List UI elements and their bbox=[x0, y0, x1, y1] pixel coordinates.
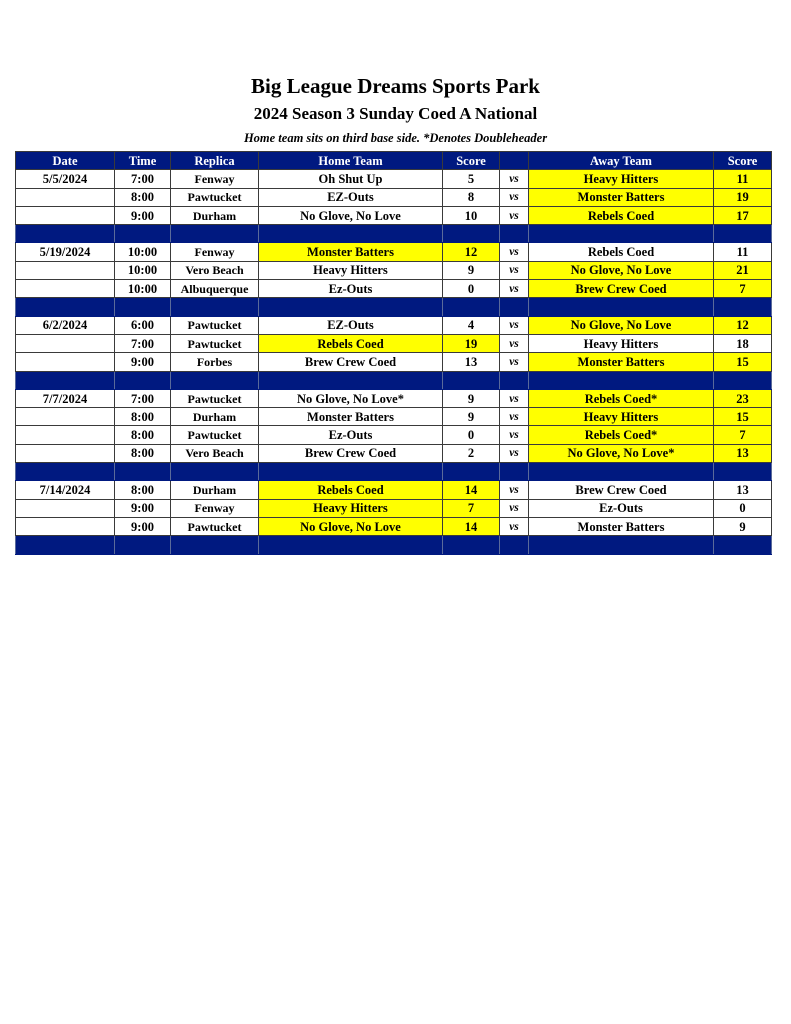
table-row bbox=[16, 389, 772, 407]
away-team-cell: Ez-Outs bbox=[529, 499, 714, 517]
time-cell: 10:00 bbox=[115, 261, 171, 279]
schedule-note: Home team sits on third base side. *Denotes Doubleheader bbox=[243, 131, 548, 145]
separator-cell bbox=[16, 298, 115, 316]
col-header-date: Date bbox=[16, 152, 115, 170]
time-cell: 9:00 bbox=[115, 206, 171, 224]
separator-cell bbox=[500, 298, 529, 316]
away-team-cell: No Glove, No Love bbox=[529, 316, 714, 334]
away-score-cell: 9 bbox=[714, 517, 772, 535]
time-cell: 8:00 bbox=[115, 408, 171, 426]
separator-cell bbox=[16, 463, 115, 481]
home-score-cell: 8 bbox=[443, 188, 500, 206]
replica-cell: Pawtucket bbox=[171, 426, 259, 444]
home-score-cell: 9 bbox=[443, 261, 500, 279]
schedule-table bbox=[15, 151, 772, 555]
home-team-cell: EZ-Outs bbox=[259, 188, 443, 206]
separator-cell bbox=[171, 298, 259, 316]
table-row bbox=[16, 426, 772, 444]
separator-row bbox=[16, 536, 772, 554]
separator-cell bbox=[115, 371, 171, 389]
replica-cell: Durham bbox=[171, 481, 259, 499]
away-score-cell: 11 bbox=[714, 243, 772, 261]
date-cell: 5/19/2024 bbox=[16, 243, 115, 261]
home-score-cell: 12 bbox=[443, 243, 500, 261]
home-team-cell: Oh Shut Up bbox=[259, 170, 443, 188]
vs-cell: vs bbox=[500, 188, 529, 206]
away-score-cell: 13 bbox=[714, 444, 772, 462]
away-score-cell: 23 bbox=[714, 389, 772, 407]
replica-cell: Albuquerque bbox=[171, 280, 259, 298]
page-subtitle: 2024 Season 3 Sunday Coed A National bbox=[253, 104, 538, 123]
away-score-cell: 15 bbox=[714, 353, 772, 371]
home-team-cell: EZ-Outs bbox=[259, 316, 443, 334]
vs-cell: vs bbox=[500, 353, 529, 371]
home-team-cell: No Glove, No Love bbox=[259, 206, 443, 224]
separator-cell bbox=[714, 298, 772, 316]
col-header-time: Time bbox=[115, 152, 171, 170]
replica-cell: Durham bbox=[171, 206, 259, 224]
table-row bbox=[16, 206, 772, 224]
home-score-cell: 7 bbox=[443, 499, 500, 517]
home-team-cell: No Glove, No Love* bbox=[259, 389, 443, 407]
page-title: Big League Dreams Sports Park bbox=[251, 74, 540, 98]
table-row bbox=[16, 280, 772, 298]
col-header-vs bbox=[500, 152, 529, 170]
table-row bbox=[16, 188, 772, 206]
home-team-cell: Monster Batters bbox=[259, 408, 443, 426]
vs-cell: vs bbox=[500, 280, 529, 298]
separator-cell bbox=[115, 298, 171, 316]
separator-cell bbox=[16, 536, 115, 554]
separator-cell bbox=[443, 371, 500, 389]
table-row bbox=[16, 517, 772, 535]
separator-cell bbox=[259, 298, 443, 316]
time-cell: 8:00 bbox=[115, 481, 171, 499]
separator-cell bbox=[115, 225, 171, 243]
away-team-cell: Monster Batters bbox=[529, 353, 714, 371]
separator-row bbox=[16, 225, 772, 243]
replica-cell: Pawtucket bbox=[171, 316, 259, 334]
col-header-home-team: Home Team bbox=[259, 152, 443, 170]
date-cell bbox=[16, 408, 115, 426]
separator-cell bbox=[259, 536, 443, 554]
date-cell bbox=[16, 517, 115, 535]
home-score-cell: 4 bbox=[443, 316, 500, 334]
separator-cell bbox=[259, 463, 443, 481]
home-score-cell: 19 bbox=[443, 334, 500, 352]
replica-cell: Fenway bbox=[171, 243, 259, 261]
date-cell: 6/2/2024 bbox=[16, 316, 115, 334]
replica-cell: Pawtucket bbox=[171, 517, 259, 535]
away-team-cell: Heavy Hitters bbox=[529, 170, 714, 188]
separator-cell bbox=[259, 225, 443, 243]
separator-cell bbox=[171, 536, 259, 554]
separator-cell bbox=[16, 371, 115, 389]
away-score-cell: 7 bbox=[714, 280, 772, 298]
table-row bbox=[16, 353, 772, 371]
separator-cell bbox=[16, 225, 115, 243]
home-team-cell: No Glove, No Love bbox=[259, 517, 443, 535]
away-score-cell: 13 bbox=[714, 481, 772, 499]
away-team-cell: Rebels Coed* bbox=[529, 426, 714, 444]
replica-cell: Fenway bbox=[171, 170, 259, 188]
home-score-cell: 14 bbox=[443, 517, 500, 535]
vs-cell: vs bbox=[500, 334, 529, 352]
home-team-cell: Brew Crew Coed bbox=[259, 444, 443, 462]
date-cell bbox=[16, 188, 115, 206]
home-score-cell: 10 bbox=[443, 206, 500, 224]
date-cell bbox=[16, 206, 115, 224]
separator-cell bbox=[714, 536, 772, 554]
table-row bbox=[16, 316, 772, 334]
separator-cell bbox=[714, 463, 772, 481]
away-score-cell: 11 bbox=[714, 170, 772, 188]
home-score-cell: 5 bbox=[443, 170, 500, 188]
away-team-cell: Heavy Hitters bbox=[529, 334, 714, 352]
separator-cell bbox=[259, 371, 443, 389]
home-team-cell: Rebels Coed bbox=[259, 481, 443, 499]
time-cell: 7:00 bbox=[115, 389, 171, 407]
separator-cell bbox=[500, 536, 529, 554]
separator-cell bbox=[500, 371, 529, 389]
table-row bbox=[16, 481, 772, 499]
table-row bbox=[16, 334, 772, 352]
replica-cell: Pawtucket bbox=[171, 188, 259, 206]
table-row bbox=[16, 170, 772, 188]
away-team-cell: Monster Batters bbox=[529, 517, 714, 535]
separator-cell bbox=[443, 536, 500, 554]
replica-cell: Durham bbox=[171, 408, 259, 426]
date-cell bbox=[16, 353, 115, 371]
separator-cell bbox=[443, 298, 500, 316]
separator-row bbox=[16, 371, 772, 389]
separator-cell bbox=[529, 536, 714, 554]
separator-cell bbox=[529, 463, 714, 481]
time-cell: 7:00 bbox=[115, 334, 171, 352]
home-team-cell: Ez-Outs bbox=[259, 280, 443, 298]
vs-cell: vs bbox=[500, 261, 529, 279]
replica-cell: Fenway bbox=[171, 499, 259, 517]
vs-cell: vs bbox=[500, 517, 529, 535]
home-score-cell: 0 bbox=[443, 426, 500, 444]
separator-cell bbox=[529, 225, 714, 243]
separator-cell bbox=[500, 225, 529, 243]
table-header-row bbox=[16, 152, 772, 170]
table-row bbox=[16, 499, 772, 517]
time-cell: 9:00 bbox=[115, 499, 171, 517]
away-score-cell: 21 bbox=[714, 261, 772, 279]
away-score-cell: 15 bbox=[714, 408, 772, 426]
separator-cell bbox=[115, 463, 171, 481]
separator-cell bbox=[529, 371, 714, 389]
home-team-cell: Heavy Hitters bbox=[259, 499, 443, 517]
time-cell: 8:00 bbox=[115, 426, 171, 444]
date-cell: 7/7/2024 bbox=[16, 389, 115, 407]
replica-cell: Vero Beach bbox=[171, 444, 259, 462]
vs-cell: vs bbox=[500, 316, 529, 334]
away-score-cell: 12 bbox=[714, 316, 772, 334]
separator-cell bbox=[171, 371, 259, 389]
time-cell: 8:00 bbox=[115, 188, 171, 206]
date-cell bbox=[16, 334, 115, 352]
away-team-cell: Rebels Coed* bbox=[529, 389, 714, 407]
home-score-cell: 14 bbox=[443, 481, 500, 499]
date-cell bbox=[16, 499, 115, 517]
schedule-body bbox=[16, 170, 772, 554]
vs-cell: vs bbox=[500, 206, 529, 224]
vs-cell: vs bbox=[500, 444, 529, 462]
separator-cell bbox=[171, 463, 259, 481]
separator-cell bbox=[500, 463, 529, 481]
separator-cell bbox=[714, 371, 772, 389]
table-row bbox=[16, 243, 772, 261]
away-score-cell: 17 bbox=[714, 206, 772, 224]
date-cell bbox=[16, 426, 115, 444]
vs-cell: vs bbox=[500, 408, 529, 426]
time-cell: 7:00 bbox=[115, 170, 171, 188]
home-score-cell: 0 bbox=[443, 280, 500, 298]
away-team-cell: No Glove, No Love bbox=[529, 261, 714, 279]
replica-cell: Vero Beach bbox=[171, 261, 259, 279]
col-header-replica: Replica bbox=[171, 152, 259, 170]
separator-cell bbox=[115, 536, 171, 554]
home-score-cell: 9 bbox=[443, 408, 500, 426]
home-score-cell: 13 bbox=[443, 353, 500, 371]
vs-cell: vs bbox=[500, 243, 529, 261]
replica-cell: Forbes bbox=[171, 353, 259, 371]
away-team-cell: Rebels Coed bbox=[529, 243, 714, 261]
home-team-cell: Heavy Hitters bbox=[259, 261, 443, 279]
away-score-cell: 7 bbox=[714, 426, 772, 444]
date-cell: 7/14/2024 bbox=[16, 481, 115, 499]
away-team-cell: Brew Crew Coed bbox=[529, 280, 714, 298]
time-cell: 9:00 bbox=[115, 517, 171, 535]
vs-cell: vs bbox=[500, 389, 529, 407]
time-cell: 10:00 bbox=[115, 243, 171, 261]
col-header-away-team: Away Team bbox=[529, 152, 714, 170]
away-score-cell: 19 bbox=[714, 188, 772, 206]
separator-cell bbox=[714, 225, 772, 243]
time-cell: 10:00 bbox=[115, 280, 171, 298]
table-row bbox=[16, 408, 772, 426]
col-header-away-score: Score bbox=[714, 152, 772, 170]
away-score-cell: 18 bbox=[714, 334, 772, 352]
separator-row bbox=[16, 463, 772, 481]
home-score-cell: 2 bbox=[443, 444, 500, 462]
home-score-cell: 9 bbox=[443, 389, 500, 407]
away-team-cell: Rebels Coed bbox=[529, 206, 714, 224]
date-cell bbox=[16, 261, 115, 279]
vs-cell: vs bbox=[500, 499, 529, 517]
away-team-cell: Heavy Hitters bbox=[529, 408, 714, 426]
vs-cell: vs bbox=[500, 481, 529, 499]
vs-cell: vs bbox=[500, 170, 529, 188]
date-cell bbox=[16, 444, 115, 462]
separator-cell bbox=[529, 298, 714, 316]
home-team-cell: Ez-Outs bbox=[259, 426, 443, 444]
away-score-cell: 0 bbox=[714, 499, 772, 517]
away-team-cell: No Glove, No Love* bbox=[529, 444, 714, 462]
date-cell bbox=[16, 280, 115, 298]
vs-cell: vs bbox=[500, 426, 529, 444]
separator-cell bbox=[443, 463, 500, 481]
date-cell: 5/5/2024 bbox=[16, 170, 115, 188]
time-cell: 6:00 bbox=[115, 316, 171, 334]
time-cell: 9:00 bbox=[115, 353, 171, 371]
time-cell: 8:00 bbox=[115, 444, 171, 462]
away-team-cell: Monster Batters bbox=[529, 188, 714, 206]
table-row bbox=[16, 261, 772, 279]
table-row bbox=[16, 444, 772, 462]
separator-cell bbox=[171, 225, 259, 243]
separator-row bbox=[16, 298, 772, 316]
replica-cell: Pawtucket bbox=[171, 389, 259, 407]
home-team-cell: Monster Batters bbox=[259, 243, 443, 261]
replica-cell: Pawtucket bbox=[171, 334, 259, 352]
away-team-cell: Brew Crew Coed bbox=[529, 481, 714, 499]
home-team-cell: Brew Crew Coed bbox=[259, 353, 443, 371]
home-team-cell: Rebels Coed bbox=[259, 334, 443, 352]
separator-cell bbox=[443, 225, 500, 243]
col-header-home-score: Score bbox=[443, 152, 500, 170]
